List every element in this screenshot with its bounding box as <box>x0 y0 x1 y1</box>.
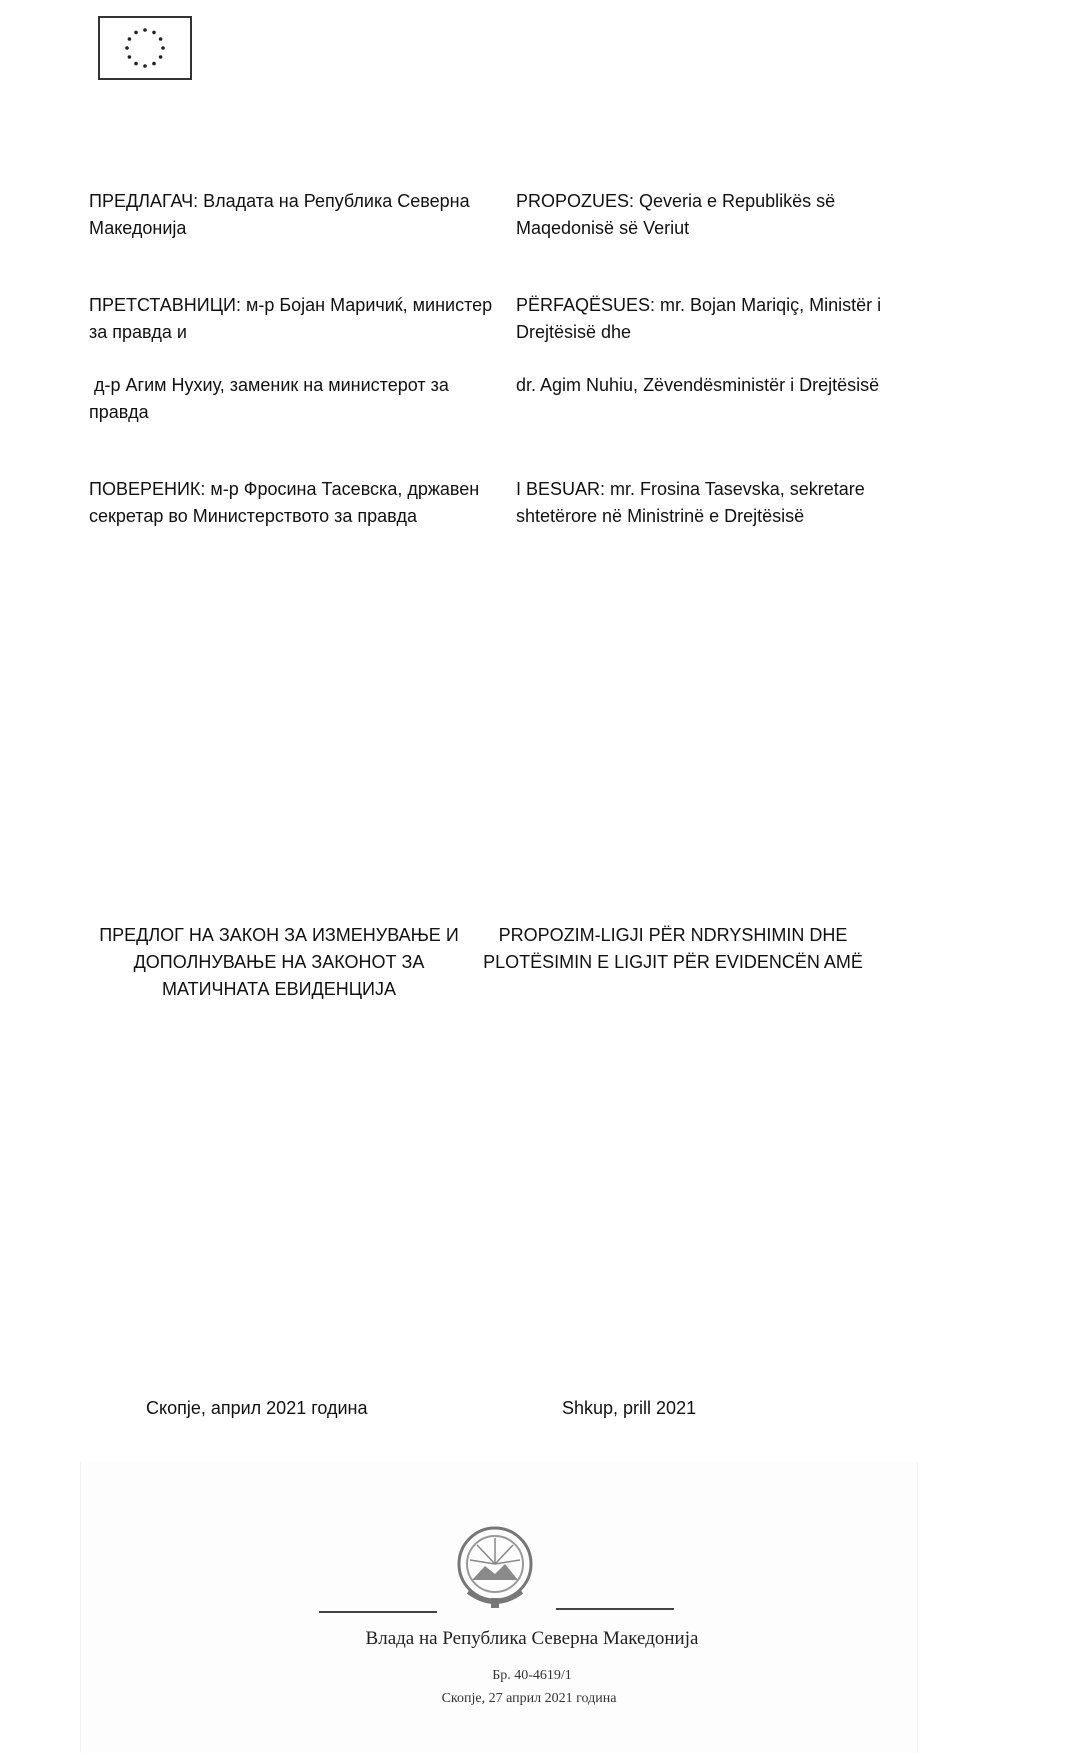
law-title-sq: PROPOZIM-LIGJI PËR NDRYSHIMIN DHE PLOTËSIMIN E LIGJIT PËR EVIDENCËN AMË <box>483 925 863 972</box>
place-date-mk: Скопје, април 2021 година <box>146 1398 368 1418</box>
place-date-sq: Shkup, prill 2021 <box>562 1398 697 1418</box>
proposer-mk: ПРЕДЛАГАЧ: Владата на Република Северна Македонија <box>89 191 470 238</box>
representatives-mk-1: ПРЕТСТАВНИЦИ: м-р Бојан Маричиќ, министер за правда и <box>89 295 493 342</box>
document-date <box>0 1691 1074 1707</box>
document-number-text: Бр. 40-4619/1 <box>492 1668 572 1683</box>
decorative-line-right <box>556 1608 674 1610</box>
decorative-line-left <box>319 1611 437 1613</box>
document-number <box>0 1668 1074 1684</box>
eu-flag-icon <box>98 16 192 80</box>
representatives-sq-2: dr. Agim Nuhiu, Zëvendësministër i Drejtësisë <box>516 375 880 395</box>
document-date-text: Скопје, 27 април 2021 година <box>441 1691 617 1706</box>
government-name <box>0 1628 1074 1650</box>
representatives-sq-1: PËRFAQËSUES: mr. Bojan Mariqiç, Ministër i Drejtësisë dhe <box>516 295 882 342</box>
law-title-mk: ПРЕДЛОГ НА ЗАКОН ЗА ИЗМЕНУВАЊЕ И ДОПОЛНУВАЊЕ НА ЗАКОНОТ ЗА МАТИЧНАТА ЕВИДЕНЦИЈА <box>99 925 459 999</box>
commissioner-sq: I BESUAR: mr. Frosina Tasevska, sekretare shtetërore në Ministrinë e Drejtësisë <box>516 479 865 526</box>
representatives-mk-2: д-р Агим Нухиу, заменик на министерот за правда <box>89 375 454 422</box>
commissioner-mk: ПОВЕРЕНИК: м-р Фросина Тасевска, државен секретар во Министерството за правда <box>89 479 480 526</box>
coat-of-arms-icon <box>450 1520 540 1618</box>
proposer-sq: PROPOZUES: Qeveria e Republikës së Maqedonisë së Veriut <box>516 191 836 238</box>
government-name-text: Влада на Република Северна Македонија <box>365 1628 699 1649</box>
